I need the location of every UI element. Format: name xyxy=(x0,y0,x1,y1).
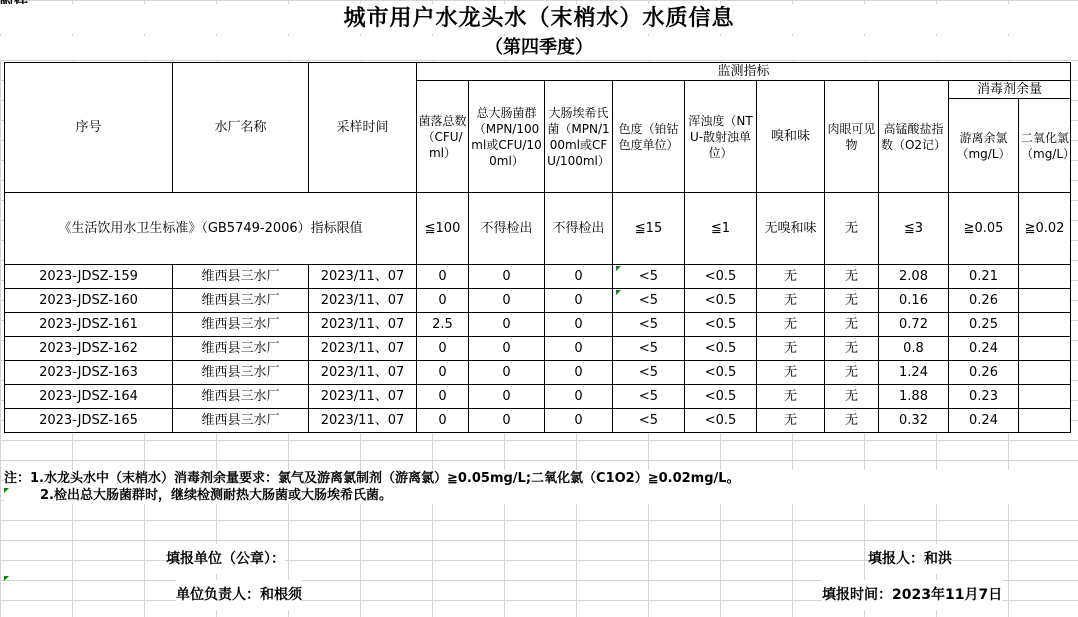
header-odor[interactable]: 嗅和味 xyxy=(757,81,825,193)
cell-color[interactable]: <5 xyxy=(613,361,685,385)
cell-free-chlorine[interactable]: 0.26 xyxy=(949,361,1019,385)
data-rows xyxy=(5,265,1071,433)
cell-visible[interactable]: 无 xyxy=(825,313,879,337)
standard-chlorine-dioxide[interactable]: ≧0.02 xyxy=(1019,193,1071,265)
cell-visible[interactable]: 无 xyxy=(825,289,879,313)
cell-time[interactable]: 2023/11、07 xyxy=(309,313,417,337)
header-chlorine-dioxide[interactable]: 二氧化氯（mg/L） xyxy=(1019,99,1071,193)
notes xyxy=(4,470,1078,504)
cell-color[interactable]: <5 xyxy=(613,265,685,289)
cell-visible[interactable]: 无 xyxy=(825,265,879,289)
cell-colony[interactable]: 2.5 xyxy=(417,313,469,337)
header-permanganate[interactable]: 高锰酸盐指数（O2记） xyxy=(879,81,949,193)
cell-color[interactable]: <5 xyxy=(613,337,685,361)
header-disinfectant-group[interactable]: 消毒剂余量 xyxy=(949,81,1071,99)
cell-seq[interactable]: 2023-JDSZ-160 xyxy=(5,289,173,313)
cell-ecoli[interactable]: 0 xyxy=(545,313,613,337)
cell-plant[interactable]: 维西县三水厂 xyxy=(173,337,309,361)
cell-ecoli[interactable]: 0 xyxy=(545,337,613,361)
cell-seq[interactable]: 2023-JDSZ-163 xyxy=(5,361,173,385)
cell-error-marker xyxy=(4,576,9,581)
cell-colony[interactable]: 0 xyxy=(417,337,469,361)
cell-color[interactable]: <5 xyxy=(613,289,685,313)
cell-seq[interactable]: 2023-JDSZ-162 xyxy=(5,337,173,361)
cell-permanganate[interactable]: 0.32 xyxy=(879,409,949,433)
header-coliform[interactable]: 总大肠菌群（MPN/100ml或CFU/100ml） xyxy=(469,81,545,193)
cell-colony[interactable]: 0 xyxy=(417,361,469,385)
cell-colony[interactable]: 0 xyxy=(417,409,469,433)
cell-seq[interactable]: 2023-JDSZ-165 xyxy=(5,409,173,433)
cell-error-marker xyxy=(4,488,9,493)
cell-ecoli[interactable]: 0 xyxy=(545,385,613,409)
page-title: 城市用户水龙头水（末梢水）水质信息 xyxy=(0,4,1078,34)
table-row xyxy=(5,361,1071,385)
cell-chlorine-dioxide[interactable] xyxy=(1019,409,1071,433)
cell-colony[interactable]: 0 xyxy=(417,265,469,289)
cell-colony[interactable]: 0 xyxy=(417,385,469,409)
header-visible[interactable]: 肉眼可见物 xyxy=(825,81,879,193)
cell-time[interactable]: 2023/11、07 xyxy=(309,361,417,385)
cell-chlorine-dioxide[interactable] xyxy=(1019,385,1071,409)
cell-colony[interactable]: 0 xyxy=(417,289,469,313)
cell-visible[interactable]: 无 xyxy=(825,409,879,433)
cell-ecoli[interactable]: 0 xyxy=(545,265,613,289)
standard-visible[interactable]: 无 xyxy=(825,193,879,265)
cell-coliform[interactable]: 0 xyxy=(469,337,545,361)
cell-odor[interactable]: 无 xyxy=(757,265,825,289)
cell-turbidity[interactable]: <0.5 xyxy=(685,385,757,409)
cell-odor[interactable]: 无 xyxy=(757,337,825,361)
cell-permanganate[interactable]: 0.8 xyxy=(879,337,949,361)
header-plant[interactable]: 水厂名称 xyxy=(173,63,309,193)
cell-coliform[interactable]: 0 xyxy=(469,265,545,289)
cell-odor[interactable]: 无 xyxy=(757,289,825,313)
note-line-2[interactable]: 2.检出总大肠菌群时，继续检测耐热大肠菌或大肠埃希氏菌。 xyxy=(40,488,392,503)
cell-odor[interactable]: 无 xyxy=(757,409,825,433)
cell-plant[interactable]: 维西县三水厂 xyxy=(173,265,309,289)
cell-coliform[interactable]: 0 xyxy=(469,361,545,385)
header-seq[interactable]: 序号 xyxy=(5,63,173,193)
cell-free-chlorine[interactable]: 0.23 xyxy=(949,385,1019,409)
cell-plant[interactable]: 维西县三水厂 xyxy=(173,409,309,433)
water-quality-table xyxy=(4,62,1076,433)
cell-visible[interactable]: 无 xyxy=(825,385,879,409)
table-row xyxy=(5,409,1071,433)
cell-turbidity[interactable]: <0.5 xyxy=(685,289,757,313)
cell-coliform[interactable]: 0 xyxy=(469,313,545,337)
cell-chlorine-dioxide[interactable] xyxy=(1019,337,1071,361)
cell-odor[interactable]: 无 xyxy=(757,313,825,337)
header-colony[interactable]: 菌落总数（CFU/ml） xyxy=(417,81,469,193)
responsible-person-label[interactable]: 单位负责人：和根须 xyxy=(176,580,302,610)
cell-chlorine-dioxide[interactable] xyxy=(1019,313,1071,337)
table-row xyxy=(5,289,1071,313)
cell-turbidity[interactable]: <0.5 xyxy=(685,361,757,385)
standard-turbidity[interactable]: ≦1 xyxy=(685,193,757,265)
cell-coliform[interactable]: 0 xyxy=(469,409,545,433)
cell-visible[interactable]: 无 xyxy=(825,337,879,361)
cell-turbidity[interactable]: <0.5 xyxy=(685,265,757,289)
standard-odor[interactable]: 无嗅和味 xyxy=(757,193,825,265)
cut-off-heading xyxy=(0,0,60,2)
standard-coliform[interactable]: 不得检出 xyxy=(469,193,545,265)
cell-free-chlorine[interactable]: 0.24 xyxy=(949,409,1019,433)
header-time[interactable]: 采样时间 xyxy=(309,63,417,193)
header-free-chlorine[interactable]: 游离余氯（mg/L） xyxy=(949,99,1019,193)
cell-time[interactable]: 2023/11、07 xyxy=(309,337,417,361)
cell-time[interactable]: 2023/11、07 xyxy=(309,385,417,409)
cell-permanganate[interactable]: 2.08 xyxy=(879,265,949,289)
header-ecoli[interactable]: 大肠埃希氏菌（MPN/100ml或CFU/100ml） xyxy=(545,81,613,193)
cell-coliform[interactable]: 0 xyxy=(469,385,545,409)
header-turbidity[interactable]: 浑浊度（NTU-散射浊单位） xyxy=(685,81,757,193)
cell-turbidity[interactable]: <0.5 xyxy=(685,337,757,361)
standard-permanganate[interactable]: ≦3 xyxy=(879,193,949,265)
reporting-unit-label[interactable]: 填报单位（公章）： xyxy=(166,544,285,574)
cell-ecoli[interactable]: 0 xyxy=(545,289,613,313)
cell-seq[interactable]: 2023-JDSZ-164 xyxy=(5,385,173,409)
cell-permanganate[interactable]: 0.16 xyxy=(879,289,949,313)
cell-time[interactable]: 2023/11、07 xyxy=(309,289,417,313)
table-row xyxy=(5,313,1071,337)
cell-coliform[interactable]: 0 xyxy=(469,289,545,313)
cell-plant[interactable]: 维西县三水厂 xyxy=(173,313,309,337)
reporter-label[interactable]: 填报人：和洪 xyxy=(868,544,952,574)
cell-permanganate[interactable]: 1.24 xyxy=(879,361,949,385)
cell-time[interactable]: 2023/11、07 xyxy=(309,265,417,289)
cell-free-chlorine[interactable]: 0.25 xyxy=(949,313,1019,337)
header-monitor-group[interactable]: 监测指标 xyxy=(417,63,1071,81)
header-color[interactable]: 色度（铂钴色度单位） xyxy=(613,81,685,193)
cell-color[interactable]: <5 xyxy=(613,385,685,409)
standard-color[interactable]: ≦15 xyxy=(613,193,685,265)
cell-chlorine-dioxide[interactable] xyxy=(1019,265,1071,289)
cell-permanganate[interactable]: 0.72 xyxy=(879,313,949,337)
table-row xyxy=(5,265,1071,289)
cell-plant[interactable]: 维西县三水厂 xyxy=(173,361,309,385)
cell-odor[interactable]: 无 xyxy=(757,385,825,409)
cell-error-marker xyxy=(616,266,621,271)
cell-free-chlorine[interactable]: 0.24 xyxy=(949,337,1019,361)
cell-turbidity[interactable]: <0.5 xyxy=(685,409,757,433)
cell-time[interactable]: 2023/11、07 xyxy=(309,409,417,433)
page-subtitle: （第四季度） xyxy=(0,36,1078,60)
cell-permanganate[interactable]: 1.88 xyxy=(879,385,949,409)
table-row xyxy=(5,385,1071,409)
standard-free-chlorine[interactable]: ≧0.05 xyxy=(949,193,1019,265)
cell-seq[interactable]: 2023-JDSZ-161 xyxy=(5,313,173,337)
cell-chlorine-dioxide[interactable] xyxy=(1019,289,1071,313)
cell-ecoli[interactable]: 0 xyxy=(545,361,613,385)
cell-plant[interactable]: 维西县三水厂 xyxy=(173,289,309,313)
cell-seq[interactable]: 2023-JDSZ-159 xyxy=(5,265,173,289)
table-row xyxy=(5,337,1071,361)
cell-free-chlorine[interactable]: 0.21 xyxy=(949,265,1019,289)
cell-color[interactable]: <5 xyxy=(613,313,685,337)
cell-turbidity[interactable]: <0.5 xyxy=(685,313,757,337)
cell-chlorine-dioxide[interactable] xyxy=(1019,361,1071,385)
standard-ecoli[interactable]: 不得检出 xyxy=(545,193,613,265)
note-line-1[interactable]: 注：1.水龙头水中（末梢水）消毒剂余量要求：氯气及游离氯制剂（游离氯）≧0.05mg/L;二氧化氯（C1O2）≧0.02mg/L。 xyxy=(4,471,740,486)
cell-odor[interactable]: 无 xyxy=(757,361,825,385)
standard-colony[interactable]: ≦100 xyxy=(417,193,469,265)
report-time-label[interactable]: 填报时间：2023年11月7日 xyxy=(822,580,1002,610)
cell-free-chlorine[interactable]: 0.26 xyxy=(949,289,1019,313)
cell-visible[interactable]: 无 xyxy=(825,361,879,385)
cell-ecoli[interactable]: 0 xyxy=(545,409,613,433)
cell-plant[interactable]: 维西县三水厂 xyxy=(173,385,309,409)
cell-error-marker xyxy=(616,290,621,295)
cell-color[interactable]: <5 xyxy=(613,409,685,433)
standard-label[interactable]: 《生活饮用水卫生标准》（GB5749-2006）指标限值 xyxy=(5,193,417,265)
